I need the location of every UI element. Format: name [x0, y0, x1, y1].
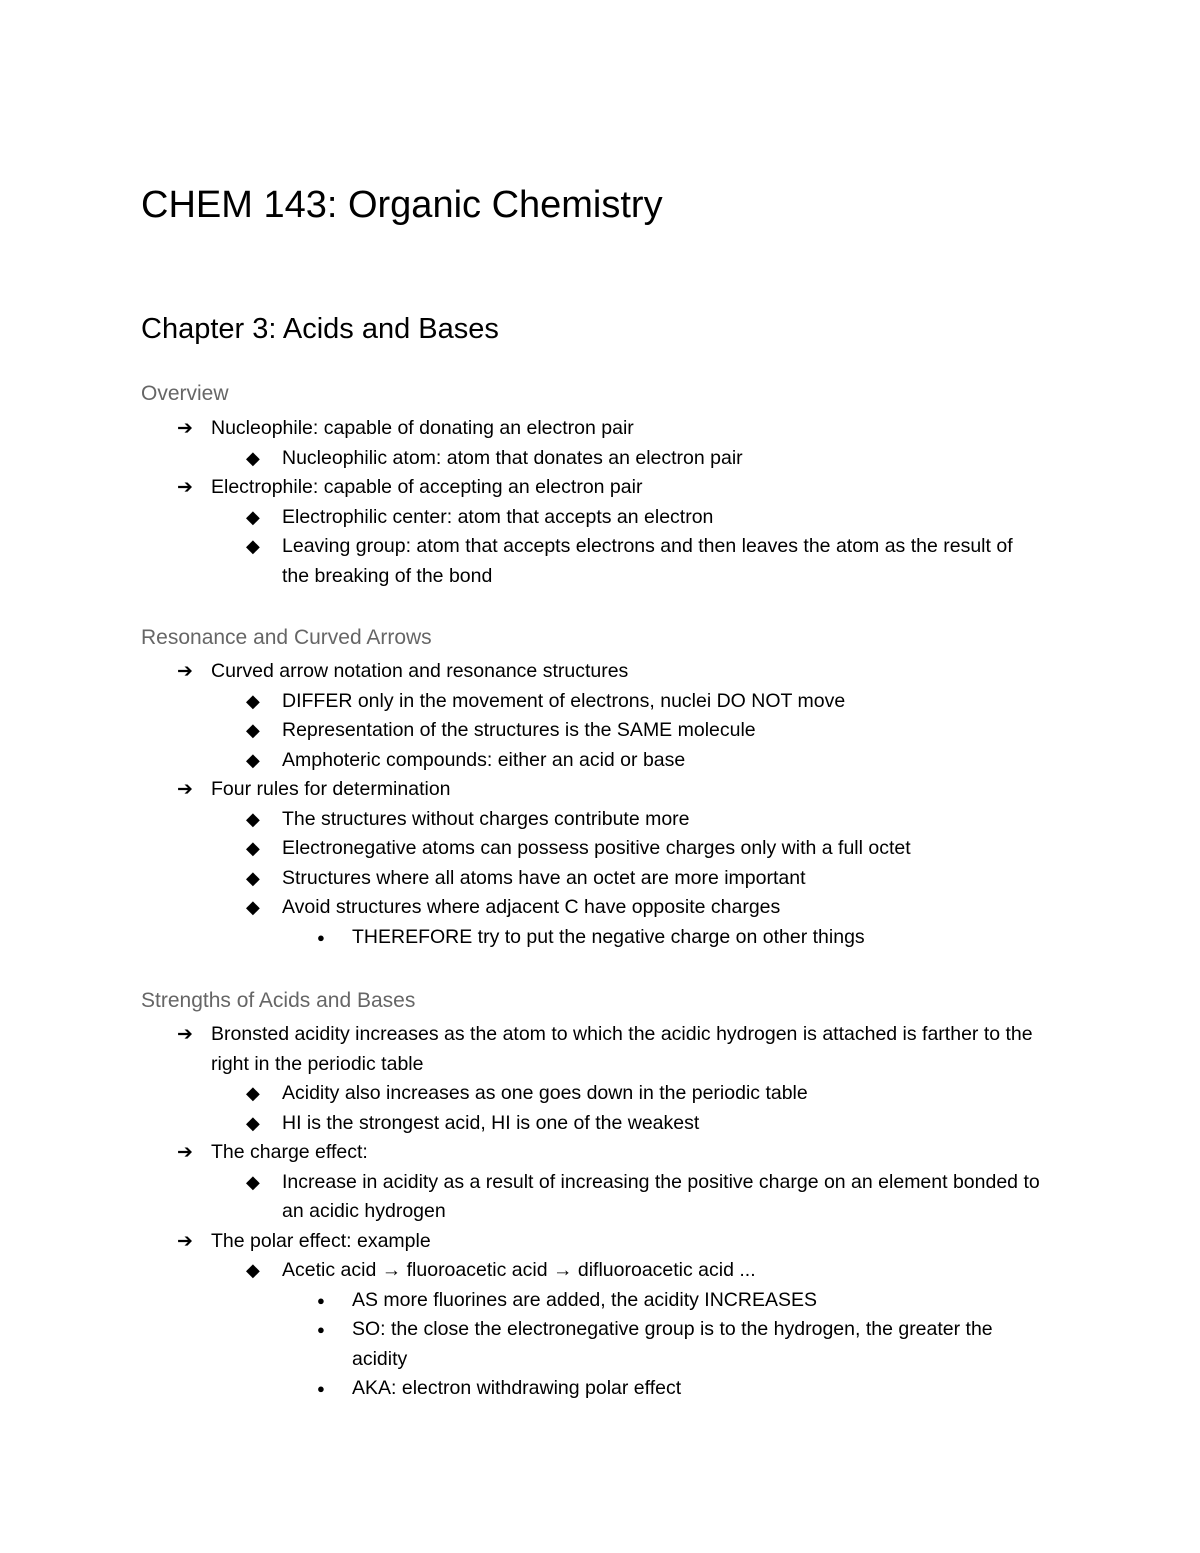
list-item-text: Leaving group: atom that accepts electrons and then leaves the atom as the result of the breaking of the bond [282, 535, 1013, 587]
list-item [141, 923, 1041, 953]
list-item-text: AS more fluorines are added, the acidity INCREASES [352, 1288, 817, 1311]
diamond-bullet-icon: ◆ [246, 506, 260, 527]
diamond-bullet-icon: ◆ [246, 1260, 260, 1280]
list-item-text: Nucleophile: capable of donating an electron pair [211, 417, 634, 439]
diamond-bullet-icon: ◆ [246, 867, 260, 888]
list-item [141, 1374, 1041, 1404]
diamond-bullet-icon: ◆ [246, 808, 260, 829]
list-item-text: Acidity also increases as one goes down in the periodic table [282, 1082, 808, 1104]
section-heading: Overview [141, 382, 229, 405]
diamond-bullet-icon: ◆ [246, 838, 260, 858]
list-item-text: Electrophilic center: atom that accepts an electron [282, 505, 714, 528]
list-item-text: The charge effect: [211, 1141, 368, 1163]
list-item [141, 1315, 1041, 1374]
arrow-bullet-icon: ➔ [177, 1142, 193, 1163]
diamond-bullet-icon: ◆ [246, 690, 260, 711]
list-item-text: Bronsted acidity increases as the atom to which the acidic hydrogen is attached is farther to the right in the periodic table [211, 1023, 1033, 1075]
list-item [141, 893, 1041, 923]
list-item [141, 1020, 1041, 1079]
bullet-list [141, 657, 1041, 952]
list-item-text: AKA: electron withdrawing polar effect [352, 1377, 682, 1399]
arrow-bullet-icon: ➔ [177, 661, 193, 682]
arrow-bullet-icon: ➔ [177, 477, 193, 498]
dot-bullet-icon: ● [317, 1381, 325, 1396]
list-item [141, 775, 1041, 805]
diamond-bullet-icon: ◆ [246, 536, 260, 556]
list-item-text: Structures where all atoms have an octet are more important [282, 866, 806, 889]
list-item [141, 1227, 1041, 1257]
list-item [141, 864, 1041, 894]
section-strengths [141, 986, 1041, 1404]
section-heading: Strengths of Acids and Bases [141, 989, 416, 1012]
diamond-bullet-icon: ◆ [246, 1171, 260, 1192]
list-item [141, 414, 1041, 444]
bullet-list [141, 1020, 1041, 1404]
diamond-bullet-icon: ◆ [246, 897, 260, 917]
list-item [141, 805, 1041, 835]
diamond-bullet-icon: ◆ [246, 447, 260, 468]
list-item [141, 503, 1041, 533]
arrow-bullet-icon: ➔ [177, 779, 193, 800]
chapter-heading: Chapter 3: Acids and Bases [141, 313, 499, 345]
list-item [141, 1168, 1041, 1227]
list-item [141, 834, 1041, 864]
list-item-text: THEREFORE try to put the negative charge on other things [352, 925, 865, 948]
list-item [141, 1079, 1041, 1109]
list-item-text: Increase in acidity as a result of increasing the positive charge on an element bonded to an acidic hydrogen [282, 1170, 1040, 1222]
list-item [141, 444, 1041, 474]
diamond-bullet-icon: ◆ [246, 720, 260, 740]
list-item [141, 657, 1041, 687]
list-item-text: Acetic acid → fluoroacetic acid → difluoroacetic acid ... [282, 1259, 756, 1281]
dot-bullet-icon: ● [317, 929, 325, 945]
list-item-text: The polar effect: example [211, 1229, 431, 1252]
section-resonance [141, 623, 1041, 952]
list-item-text: Four rules for determination [211, 778, 451, 800]
list-item [141, 532, 1041, 591]
list-item-text: Electrophile: capable of accepting an electron pair [211, 476, 643, 498]
section-heading: Resonance and Curved Arrows [141, 626, 432, 649]
list-item-text: HI is the strongest acid, HI is one of the weakest [282, 1111, 700, 1134]
list-item [141, 1256, 1041, 1286]
list-item [141, 1286, 1041, 1316]
list-item [141, 1109, 1041, 1139]
list-item-text: DIFFER only in the movement of electrons, nuclei DO NOT move [282, 689, 846, 712]
list-item [141, 687, 1041, 717]
list-item-text: The structures without charges contribute more [282, 807, 690, 830]
list-item-text: Curved arrow notation and resonance structures [211, 660, 629, 682]
diamond-bullet-icon: ◆ [246, 1083, 260, 1103]
list-item [141, 1138, 1041, 1168]
diamond-bullet-icon: ◆ [246, 749, 260, 770]
list-item [141, 473, 1041, 503]
diamond-bullet-icon: ◆ [246, 1112, 260, 1133]
list-item-text: Avoid structures where adjacent C have opposite charges [282, 896, 781, 918]
dot-bullet-icon: ● [317, 1292, 325, 1308]
section-overview [141, 379, 1041, 591]
list-item-text: Amphoteric compounds: either an acid or base [282, 748, 686, 771]
document-title: CHEM 143: Organic Chemistry [141, 184, 663, 226]
list-item-text: Representation of the structures is the SAME molecule [282, 719, 756, 741]
list-item-text: Nucleophilic atom: atom that donates an electron pair [282, 446, 743, 469]
dot-bullet-icon: ● [317, 1322, 325, 1337]
arrow-bullet-icon: ➔ [177, 1230, 193, 1252]
list-item-text: SO: the close the electronegative group is to the hydrogen, the greater the acidity [352, 1318, 993, 1370]
list-item-text: Electronegative atoms can possess positive charges only with a full octet [282, 837, 911, 859]
bullet-list [141, 414, 1041, 591]
list-item [141, 746, 1041, 776]
arrow-bullet-icon: ➔ [177, 418, 193, 439]
list-item [141, 716, 1041, 746]
arrow-bullet-icon: ➔ [177, 1024, 193, 1045]
